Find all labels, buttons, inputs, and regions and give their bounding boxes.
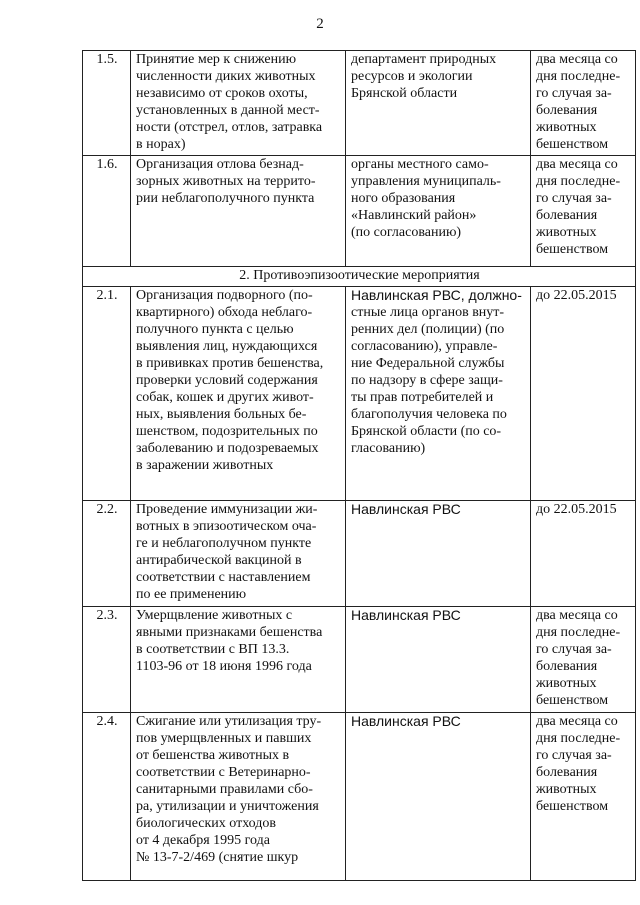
responsible-line: Навлинская РВС	[351, 501, 461, 517]
deadline-line: бешенством	[536, 799, 609, 814]
deadline-line: бешенством	[536, 693, 609, 708]
responsible-line: ного образования	[351, 191, 456, 206]
responsible-line: ние Федеральной службы	[351, 356, 505, 371]
measure-line: Умерщвление животных с	[136, 608, 293, 623]
measure-line: антирабической вакциной в	[136, 553, 302, 568]
deadline-line: до 22.05.2015	[536, 502, 617, 517]
measure-line: в норах)	[136, 137, 186, 152]
measure-line: проверки условий содержания	[136, 373, 318, 388]
responsible-cell	[346, 501, 531, 607]
measure-line: соответствии с наставлением	[136, 570, 311, 585]
deadline-line: два месяца со	[536, 157, 618, 172]
measure-line: численности диких животных	[136, 69, 316, 84]
measure-line: в заражении животных	[136, 458, 274, 473]
item-number: 2.1.	[83, 287, 131, 501]
responsible-line: Навлинская РВС	[351, 713, 461, 729]
table-row	[83, 51, 636, 156]
item-number: 2.3.	[83, 607, 131, 713]
responsible-line: Брянской области (по со-	[351, 424, 502, 439]
measure-line: биологических отходов	[136, 816, 276, 831]
deadline-line: два месяца со	[536, 608, 618, 623]
measure-line: шенством, подозрительных по	[136, 424, 318, 439]
responsible-line: согласованию), управле-	[351, 339, 498, 354]
table-row	[83, 607, 636, 713]
measure-cell	[131, 287, 346, 501]
deadline-cell	[531, 713, 636, 881]
measure-line: в прививках против бешенства,	[136, 356, 324, 371]
table-row	[83, 156, 636, 267]
responsible-cell	[346, 156, 531, 267]
measure-line: Организация подворного (по-	[136, 288, 313, 303]
section-title: 2. Противоэпизоотические мероприятия	[83, 267, 636, 287]
responsible-cell	[346, 607, 531, 713]
responsible-line: Брянской области	[351, 86, 458, 101]
deadline-cell	[531, 51, 636, 156]
measure-line: вотных в эпизоотическом оча-	[136, 519, 317, 534]
measure-line: выявления лиц, нуждающихся	[136, 339, 318, 354]
responsible-cell	[346, 287, 531, 501]
responsible-line: по надзору в сфере защи-	[351, 373, 503, 388]
measure-cell	[131, 156, 346, 267]
measure-line: от бешенства животных в	[136, 748, 290, 763]
table-row	[83, 287, 636, 501]
table-row	[83, 713, 636, 881]
item-number: 1.6.	[83, 156, 131, 267]
measure-line: независимо от сроков охоты,	[136, 86, 308, 101]
measure-line: в соответствии с ВП 13.3.	[136, 642, 290, 657]
responsible-line: (по согласованию)	[351, 225, 462, 240]
responsible-line: благополучия человека по	[351, 407, 507, 422]
measure-line: зорных животных на террито-	[136, 174, 316, 189]
measure-line: санитарными правилами сбо-	[136, 782, 313, 797]
deadline-line: бешенством	[536, 242, 609, 257]
measure-line: рии неблагополучного пункта	[136, 191, 315, 206]
measure-cell	[131, 501, 346, 607]
deadline-line: до 22.05.2015	[536, 288, 617, 303]
measure-line: установленных в данной мест-	[136, 103, 320, 118]
measures-table	[82, 50, 636, 881]
measure-line: явными признаками бешенства	[136, 625, 323, 640]
deadline-line: два месяца со	[536, 52, 618, 67]
measure-line: 1103-96 от 18 июня 1996 года	[136, 659, 312, 674]
measure-line: от 4 декабря 1995 года	[136, 833, 270, 848]
deadline-cell	[531, 287, 636, 501]
deadline-line: дня последне-	[536, 731, 621, 746]
responsible-line: департамент природных	[351, 52, 497, 67]
deadline-line: болевания	[536, 765, 598, 780]
deadline-cell	[531, 156, 636, 267]
deadline-line: дня последне-	[536, 174, 621, 189]
deadline-line: го случая за-	[536, 642, 612, 657]
deadline-line: болевания	[536, 103, 598, 118]
page-number: 2	[316, 16, 324, 32]
section-row	[83, 267, 636, 287]
measure-line: заболеванию и подозреваемых	[136, 441, 319, 456]
item-number: 1.5.	[83, 51, 131, 156]
measure-line: Организация отлова безнад-	[136, 157, 304, 172]
deadline-line: животных	[536, 782, 597, 797]
deadline-line: болевания	[536, 208, 598, 223]
responsible-cell	[346, 713, 531, 881]
deadline-cell	[531, 501, 636, 607]
measure-line: Принятие мер к снижению	[136, 52, 297, 67]
responsible-line: гласованию)	[351, 441, 426, 456]
responsible-line: Навлинская РВС	[351, 607, 461, 623]
measure-line: по ее применению	[136, 587, 247, 602]
measure-line: № 13-7-2/469 (снятие шкур	[136, 850, 299, 865]
deadline-line: животных	[536, 225, 597, 240]
responsible-line: ресурсов и экологии	[351, 69, 473, 84]
deadline-line: го случая за-	[536, 748, 612, 763]
measure-line: Проведение иммунизации жи-	[136, 502, 318, 517]
responsible-line: ты прав потребителей и	[351, 390, 494, 405]
measure-cell	[131, 713, 346, 881]
responsible-line: Навлинская РВС, должно-	[351, 287, 522, 303]
responsible-line: органы местного само-	[351, 157, 489, 172]
deadline-line: го случая за-	[536, 191, 612, 206]
measure-line: получного пункта с целью	[136, 322, 294, 337]
measure-cell	[131, 51, 346, 156]
item-number: 2.4.	[83, 713, 131, 881]
deadline-line: животных	[536, 676, 597, 691]
measure-line: соответствии с Ветеринарно-	[136, 765, 311, 780]
deadline-line: бешенством	[536, 137, 609, 152]
measure-line: пов умерщвленных и павших	[136, 731, 312, 746]
deadline-line: болевания	[536, 659, 598, 674]
responsible-line: «Навлинский район»	[351, 208, 477, 223]
deadline-line: дня последне-	[536, 625, 621, 640]
table-row	[83, 501, 636, 607]
measure-cell	[131, 607, 346, 713]
measure-line: квартирного) обхода неблаго-	[136, 305, 313, 320]
deadline-line: животных	[536, 120, 597, 135]
deadline-line: два месяца со	[536, 714, 618, 729]
measure-line: ге и неблагополучном пункте	[136, 536, 312, 551]
measure-line: ных, выявления больных бе-	[136, 407, 307, 422]
deadline-line: го случая за-	[536, 86, 612, 101]
measure-line: Сжигание или утилизация тру-	[136, 714, 322, 729]
deadline-line: дня последне-	[536, 69, 621, 84]
measure-line: ра, утилизации и уничтожения	[136, 799, 319, 814]
measure-line: ности (отстрел, отлов, затравка	[136, 120, 323, 135]
item-number: 2.2.	[83, 501, 131, 607]
responsible-line: управления муниципаль-	[351, 174, 501, 189]
responsible-line: стные лица органов внут-	[351, 305, 505, 320]
responsible-cell	[346, 51, 531, 156]
deadline-cell	[531, 607, 636, 713]
measure-line: собак, кошек и других живот-	[136, 390, 314, 405]
responsible-line: ренних дел (полиции) (по	[351, 322, 505, 337]
